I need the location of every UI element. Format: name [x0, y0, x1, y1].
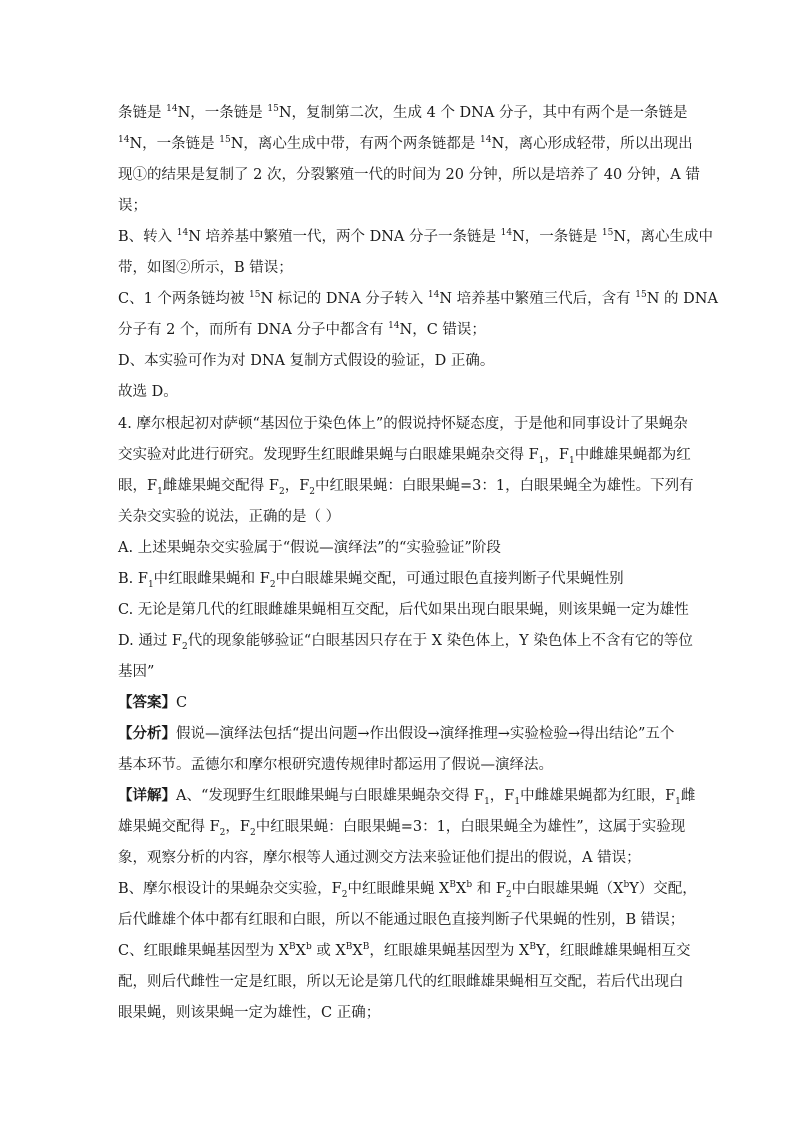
text-segment: N 标记的 DNA 分子转入	[260, 291, 428, 307]
text-segment: N 培养基中繁殖一代，两个 DNA 分子一条链是	[188, 229, 501, 245]
text-segment: 1	[157, 486, 163, 497]
text-segment: B	[289, 942, 296, 953]
text-segment: 4. 摩尔根起初对萨顿“基因位于染色体上”的假说持怀疑态度，于是他和同事设计了果蝇杂	[118, 416, 688, 432]
text-segment: A. 上述果蝇杂交实验属于“假说—演绎法”的“实验验证”阶段	[118, 540, 501, 556]
text-line	[118, 289, 718, 309]
text-segment: 2	[182, 641, 188, 652]
text-segment: 中红眼果蝇：白眼果蝇=3：1，白眼果蝇全为雄性”，这属于实验现	[255, 819, 686, 835]
text-segment: ，F	[284, 478, 310, 494]
text-segment: B	[362, 942, 370, 953]
text-segment: 代的现象能够验证“白眼基因只存在于 X 染色体上，Y 染色体上不含有它的等位	[187, 633, 693, 649]
text-segment: B	[529, 942, 536, 953]
text-segment: D、本实验可作为对 DNA 复制方式假设的验证，D 正确。	[118, 353, 495, 369]
text-segment: 误；	[118, 198, 147, 214]
text-segment: B	[449, 880, 457, 891]
text-segment: 2	[341, 889, 348, 900]
text-segment: 1	[514, 796, 521, 807]
text-segment: 中白眼雄果蝇交配，可通过眼色直接判断子代果蝇性别	[275, 571, 624, 587]
text-line	[118, 351, 494, 371]
text-segment: 2	[249, 827, 256, 838]
text-segment: B、摩尔根设计的果蝇杂交实验，F	[118, 881, 342, 897]
text-segment: 分子有 2 个，而所有 DNA 分子中都含有	[118, 322, 389, 338]
text-segment: 眼，F	[118, 478, 158, 494]
text-segment: N，离心生成中带，有两个两条链都是	[230, 136, 480, 152]
text-segment: 带，如图②所示，B 错误；	[118, 260, 293, 276]
text-line	[118, 848, 641, 868]
text-segment: 假说—演绎法包括“提出问题→作出假设→演绎推理→实验检验→得出结论”五个	[176, 726, 675, 742]
text-segment: X	[456, 881, 467, 897]
text-segment: 14	[500, 228, 513, 239]
text-line	[118, 258, 293, 278]
text-segment: 关杂交实验的说法，正确的是（ ）	[118, 509, 341, 525]
text-line	[118, 476, 694, 496]
text-segment: Y）交配，	[629, 881, 697, 897]
text-segment: X	[352, 943, 363, 959]
text-line	[118, 507, 340, 527]
text-segment: 2	[309, 486, 315, 497]
text-line	[118, 445, 691, 465]
text-line	[118, 817, 685, 837]
text-line	[118, 879, 697, 899]
text-segment: 【答案】	[118, 694, 176, 711]
text-segment: 2	[505, 889, 512, 900]
text-segment: 雄果蝇交配得 F	[118, 819, 220, 835]
text-line	[118, 724, 674, 744]
text-segment: 1	[538, 455, 545, 466]
text-segment: ，F	[489, 788, 515, 804]
text-segment: C	[176, 695, 188, 711]
text-segment: 和 F	[472, 881, 506, 897]
text-segment: b	[466, 880, 473, 891]
text-segment: 中红眼雌果蝇 X	[347, 881, 450, 897]
text-line	[118, 103, 687, 123]
text-segment: ，F	[225, 819, 250, 835]
text-segment: B. F	[118, 571, 148, 587]
text-segment: 15	[219, 135, 231, 146]
text-segment: 14	[480, 135, 492, 146]
text-segment: 基因”	[118, 664, 155, 680]
text-segment: 中红眼雌果蝇和 F	[153, 571, 270, 587]
text-segment: 中雌雄果蝇都为红眼，F	[520, 788, 676, 804]
text-segment: 1	[147, 579, 154, 590]
text-line	[118, 227, 713, 247]
text-segment: Y，红眼雌雄果蝇相互交	[535, 943, 691, 959]
text-segment: 2	[219, 827, 226, 838]
text-segment: 14	[176, 228, 189, 239]
text-segment: ，红眼雄果蝇基因型为 X	[369, 943, 530, 959]
text-line	[118, 196, 147, 216]
text-segment: D. 通过 F	[118, 633, 182, 649]
text-line	[118, 165, 700, 185]
text-segment: ，F	[544, 447, 569, 463]
text-segment: 14	[388, 321, 400, 332]
text-segment: 故选 D。	[118, 384, 178, 400]
text-segment: 1	[484, 796, 490, 807]
text-segment: 2	[269, 579, 276, 590]
text-segment: 雌	[680, 788, 696, 804]
text-segment: 【详解】	[118, 787, 176, 804]
text-line	[118, 786, 695, 806]
text-line	[118, 693, 187, 713]
text-line	[118, 134, 693, 154]
text-segment: 2	[278, 486, 285, 497]
text-segment: 雌雄果蝇交配得 F	[162, 478, 279, 494]
text-segment: 配，则后代雌性一定是红眼，所以无论是第几代的红眼雌雄果蝇相互交配，若后代出现白	[118, 974, 684, 990]
text-segment: N 培养基中繁殖三代后，含有	[439, 291, 636, 307]
text-line	[118, 972, 684, 992]
text-segment: A、“发现野生红眼雌果蝇与白眼雄果蝇杂交得 F	[176, 788, 485, 804]
text-segment: B	[345, 942, 353, 953]
text-line	[118, 631, 693, 651]
text-line	[118, 600, 689, 620]
text-segment: 1	[675, 796, 681, 807]
text-segment: 14	[118, 135, 130, 146]
text-segment: 中红眼果蝇：白眼果蝇=3：1，白眼果蝇全为雄性。下列有	[315, 478, 694, 494]
text-segment: 后代雌雄个体中都有红眼和白眼，所以不能通过眼色直接判断子代果蝇的性别，B 错误；	[118, 912, 685, 928]
text-line	[118, 538, 501, 558]
text-segment: 1	[568, 455, 575, 466]
text-segment: B、转入	[118, 229, 177, 245]
text-line	[118, 1003, 380, 1023]
text-segment: C、1 个两条链均被	[118, 291, 250, 307]
text-segment: N，离心生成中	[613, 229, 714, 245]
text-segment: N，一条链是	[129, 136, 220, 152]
text-segment: N，一条链是	[512, 229, 602, 245]
text-segment: 或 X	[311, 943, 346, 959]
text-line	[118, 941, 691, 961]
text-segment: 15	[601, 228, 614, 239]
text-line	[118, 569, 624, 589]
text-segment: 象，观察分析的内容，摩尔根等人通过测交方法来验证他们提出的假说，A 错误；	[118, 850, 641, 866]
text-segment: 中白眼雄果蝇（X	[511, 881, 624, 897]
text-segment: 现①的结果是复制了 2 次，分裂繁殖一代的时间为 20 分钟，所以是培养了 40 分钟，A 错	[118, 167, 700, 183]
text-line	[118, 414, 688, 434]
text-segment: N，C 错误；	[399, 322, 486, 338]
text-segment: N，复制第二次，生成 4 个 DNA 分子，其中有两个是一条链是	[278, 105, 688, 121]
text-segment: N，离心形成轻带，所以出现出	[491, 136, 693, 152]
text-segment: 中雌雄果蝇都为红	[574, 447, 691, 463]
text-line	[118, 910, 684, 930]
text-segment: b	[305, 942, 312, 953]
text-segment: X	[295, 943, 306, 959]
text-segment: 眼果蝇，则该果蝇一定为雄性，C 正确；	[118, 1005, 381, 1021]
text-segment: b	[623, 880, 630, 891]
text-segment: 基本环节。孟德尔和摩尔根研究遗传规律时都运用了假说—演绎法。	[118, 757, 553, 773]
text-segment: N，一条链是	[177, 105, 268, 121]
text-segment: 15	[249, 290, 261, 301]
text-line	[118, 755, 553, 775]
text-segment: 15	[635, 290, 647, 301]
text-segment: 条链是	[118, 105, 167, 121]
text-segment: C、红眼雌果蝇基因型为 X	[118, 943, 290, 959]
text-segment: C. 无论是第几代的红眼雌雄果蝇相互交配，后代如果出现白眼果蝇，则该果蝇一定为雄性	[118, 602, 689, 618]
text-segment: 15	[267, 104, 279, 115]
text-segment: 14	[427, 290, 440, 301]
text-segment: N 的 DNA	[646, 291, 718, 307]
text-segment: 交实验对此进行研究。发现野生红眼雌果蝇与白眼雄果蝇杂交得 F	[118, 447, 539, 463]
text-line	[118, 320, 486, 340]
text-segment: 14	[166, 104, 178, 115]
text-line	[118, 382, 178, 402]
text-line	[118, 662, 154, 682]
text-segment: 【分析】	[118, 725, 176, 742]
